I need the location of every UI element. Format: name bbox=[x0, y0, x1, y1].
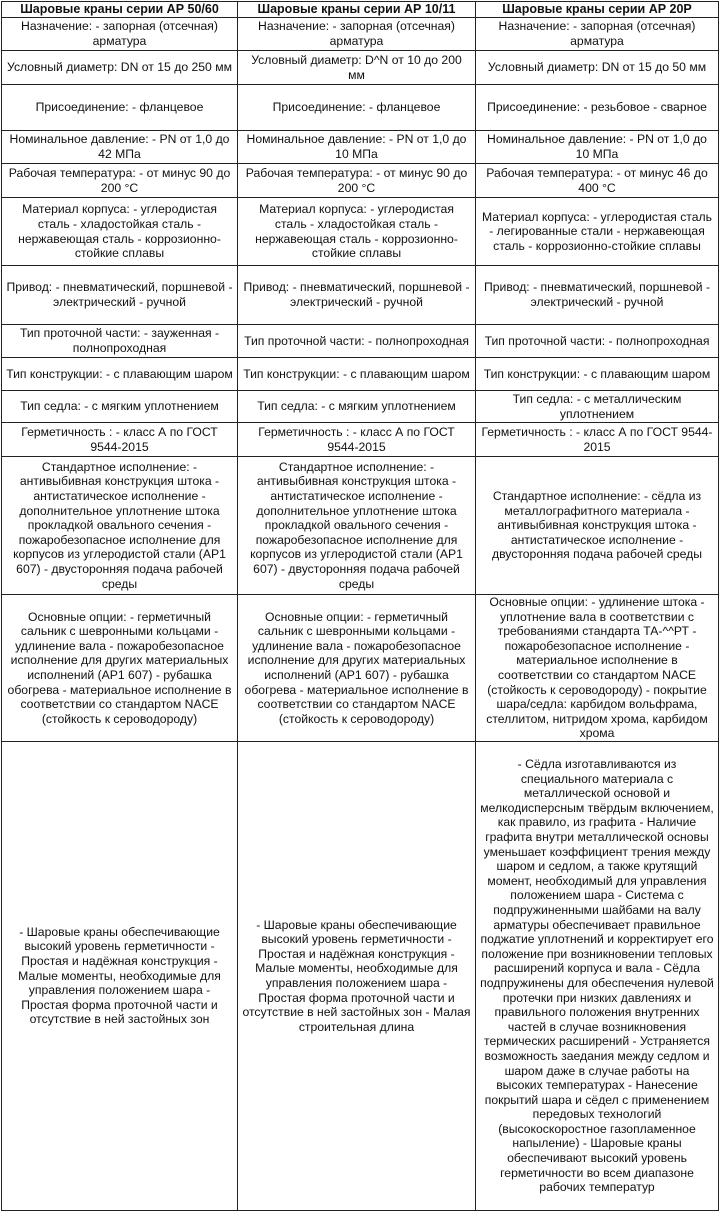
cell-flow-type-ar10-11: Тип проточной части: - полнопроходная bbox=[238, 325, 476, 358]
row-actuator bbox=[2, 266, 719, 325]
cell-main-options-ar20p: Основные опции: - удлинение штока - уплотнение вала в соответствии с требованиями стандарта ТА-^^РТ - пожаробезопасное исполнение - материальное исполнение в соответствии со стандартом NACE (стойкость к сероводороду) - покрытие шара/седла: карбидом вольфрама, стеллитом, нитридом хрома, карбидом хрома bbox=[476, 595, 719, 742]
cell-tightness-ar20p: Герметичность : - класс А по ГОСТ 9544-2015 bbox=[476, 423, 719, 457]
cell-standard-design-ar50-60: Стандартное исполнение: - антивыбивная конструкция штока - антистатическое исполнение - дополнительное уплотнение штока прокладкой овального сечения - пожаробезопасное исполнение для корпусов из углеродистой стали (АР1 607) - двусторонняя подача рабочей среды bbox=[2, 457, 238, 595]
cell-advantages-ar20p: - Сёдла изготавливаются из специального материала с металлической основой и мелкодисперсным твёрдым включением, как правило, из графита - Наличие графита внутри металлической основы уменьшает коэффициент трения между шаром и седлом, а также крутящий момент, необходимый для управления положением шара - Система с подпружиненными шайбами на валу арматуры обеспечивает правильное поджатие уплотнений и корректирует его положение при возникновении тепловых расширений корпуса и вала - Сёдла подпружинены для обеспечения нулевой протечки при низких давлениях и правильного положения внутренних частей в случае возникновения термических расширений - Устраняется возможность заедания между седлом и шаром даже в случае работы на высоких температурах - Нанесение покрытий шара и сёдел с применением передовых технологий (высокоскоростное газопламенное напыление) - Шаровые краны обеспечивают высокий уровень герметичности во всем диапазоне рабочих температур bbox=[476, 741, 719, 1210]
row-design-type bbox=[2, 358, 719, 391]
cell-actuator-ar20p: Привод: - пневматический, поршневой - электрический - ручной bbox=[476, 266, 719, 325]
cell-seat-type-ar10-11: Тип седла: - с мягким уплотнением bbox=[238, 391, 476, 423]
header-ar10-11: Шаровые краны серии АР 10/11 bbox=[238, 2, 476, 18]
cell-advantages-ar50-60: - Шаровые краны обеспечивающие высокий уровень герметичности - Простая и надёжная конструкция - Малые моменты, необходимые для управления положением шара - Простая форма проточной части и отсутствие в ней застойных зон bbox=[2, 741, 238, 1210]
row-connection bbox=[2, 85, 719, 131]
cell-purpose-ar50-60: Назначение: - запорная (отсечная) арматура bbox=[2, 18, 238, 51]
row-purpose bbox=[2, 18, 719, 51]
row-advantages bbox=[2, 741, 719, 1210]
cell-advantages-ar10-11: - Шаровые краны обеспечивающие высокий уровень герметичности - Простая и надёжная конструкция - Малые моменты, необходимые для управления положением шара - Простая форма проточной части и отсутствие в ней застойных зон - Малая строительная длина bbox=[238, 741, 476, 1210]
cell-design-type-ar10-11: Тип конструкции: - с плавающим шаром bbox=[238, 358, 476, 391]
cell-tightness-ar50-60: Герметичность : - класс А по ГОСТ 9544-2015 bbox=[2, 423, 238, 457]
cell-diameter-ar50-60: Условный диаметр: DN от 15 до 250 мм bbox=[2, 51, 238, 85]
cell-temperature-ar50-60: Рабочая температура: - от минус 90 до 200 °С bbox=[2, 164, 238, 198]
spec-table bbox=[1, 1, 719, 1211]
row-temperature bbox=[2, 164, 719, 198]
cell-pressure-ar50-60: Номинальное давление: - PN от 1,0 до 42 МПа bbox=[2, 131, 238, 164]
header-ar50-60: Шаровые краны серии АР 50/60 bbox=[2, 2, 238, 18]
row-pressure bbox=[2, 131, 719, 164]
cell-connection-ar20p: Присоединение: - резьбовое - сварное bbox=[476, 85, 719, 131]
cell-body-material-ar20p: Материал корпуса: - углеродистая сталь - легированные стали - нержавеющая сталь - коррозионно-стойкие сплавы bbox=[476, 198, 719, 266]
cell-diameter-ar20p: Условный диаметр: DN от 15 до 50 мм bbox=[476, 51, 719, 85]
cell-design-type-ar50-60: Тип конструкции: - с плавающим шаром bbox=[2, 358, 238, 391]
cell-actuator-ar10-11: Привод: - пневматический, поршневой - электрический - ручной bbox=[238, 266, 476, 325]
cell-main-options-ar10-11: Основные опции: - герметичный сальник с шевронными кольцами - удлинение вала - пожаробезопасное исполнение для других материальных исполнений (АР1 607) - рубашка обогрева - материальное исполнение в соответствии со стандартом NACE (стойкость к сероводороду) bbox=[238, 595, 476, 742]
cell-temperature-ar10-11: Рабочая температура: - от минус 90 до 200 °С bbox=[238, 164, 476, 198]
cell-standard-design-ar10-11: Стандартное исполнение: - антивыбивная конструкция штока - антистатическое исполнение - дополнительное уплотнение штока прокладкой овального сечения - пожаробезопасное исполнение для корпусов из углеродистой стали (АР1 607) - двусторонняя подача рабочей среды bbox=[238, 457, 476, 595]
cell-purpose-ar10-11: Назначение: - запорная (отсечная) арматура bbox=[238, 18, 476, 51]
row-flow-type bbox=[2, 325, 719, 358]
cell-seat-type-ar50-60: Тип седла: - с мягким уплотнением bbox=[2, 391, 238, 423]
row-tightness bbox=[2, 423, 719, 457]
row-diameter bbox=[2, 51, 719, 85]
row-standard-design bbox=[2, 457, 719, 595]
row-main-options bbox=[2, 595, 719, 742]
cell-main-options-ar50-60: Основные опции: - герметичный сальник с шевронными кольцами - удлинение вала - пожаробезопасное исполнение для других материальных исполнений (АР1 607) - рубашка обогрева - материальное исполнение в соответствии со стандартом NACE (стойкость к сероводороду) bbox=[2, 595, 238, 742]
header-ar20p: Шаровые краны серии АР 20Р bbox=[476, 2, 719, 18]
cell-flow-type-ar50-60: Тип проточной части: - зауженная - полнопроходная bbox=[2, 325, 238, 358]
cell-body-material-ar50-60: Материал корпуса: - углеродистая сталь - хладостойкая сталь - нержавеющая сталь - коррозионно-стойкие сплавы bbox=[2, 198, 238, 266]
cell-tightness-ar10-11: Герметичность : - класс А по ГОСТ 9544-2015 bbox=[238, 423, 476, 457]
cell-diameter-ar10-11: Условный диаметр: D^N от 10 до 200 мм bbox=[238, 51, 476, 85]
cell-pressure-ar20p: Номинальное давление: - PN от 1,0 до 10 МПа bbox=[476, 131, 719, 164]
cell-temperature-ar20p: Рабочая температура: - от минус 46 до 400 °С bbox=[476, 164, 719, 198]
cell-standard-design-ar20p: Стандартное исполнение: - сёдла из металлографитного материала - антивыбивная конструкция штока - антистатическое исполнение - двусторонняя подача рабочей среды bbox=[476, 457, 719, 595]
header-row bbox=[2, 2, 719, 18]
cell-connection-ar50-60: Присоединение: - фланцевое bbox=[2, 85, 238, 131]
cell-body-material-ar10-11: Материал корпуса: - углеродистая сталь - хладостойкая сталь - нержавеющая сталь - коррозионно-стойкие сплавы bbox=[238, 198, 476, 266]
cell-flow-type-ar20p: Тип проточной части: - полнопроходная bbox=[476, 325, 719, 358]
cell-seat-type-ar20p: Тип седла: - с металлическим уплотнением bbox=[476, 391, 719, 423]
cell-connection-ar10-11: Присоединение: - фланцевое bbox=[238, 85, 476, 131]
cell-pressure-ar10-11: Номинальное давление: - PN от 1,0 до 10 МПа bbox=[238, 131, 476, 164]
row-seat-type bbox=[2, 391, 719, 423]
cell-purpose-ar20p: Назначение: - запорная (отсечная) арматура bbox=[476, 18, 719, 51]
cell-design-type-ar20p: Тип конструкции: - с плавающим шаром bbox=[476, 358, 719, 391]
row-body-material bbox=[2, 198, 719, 266]
cell-actuator-ar50-60: Привод: - пневматический, поршневой - электрический - ручной bbox=[2, 266, 238, 325]
